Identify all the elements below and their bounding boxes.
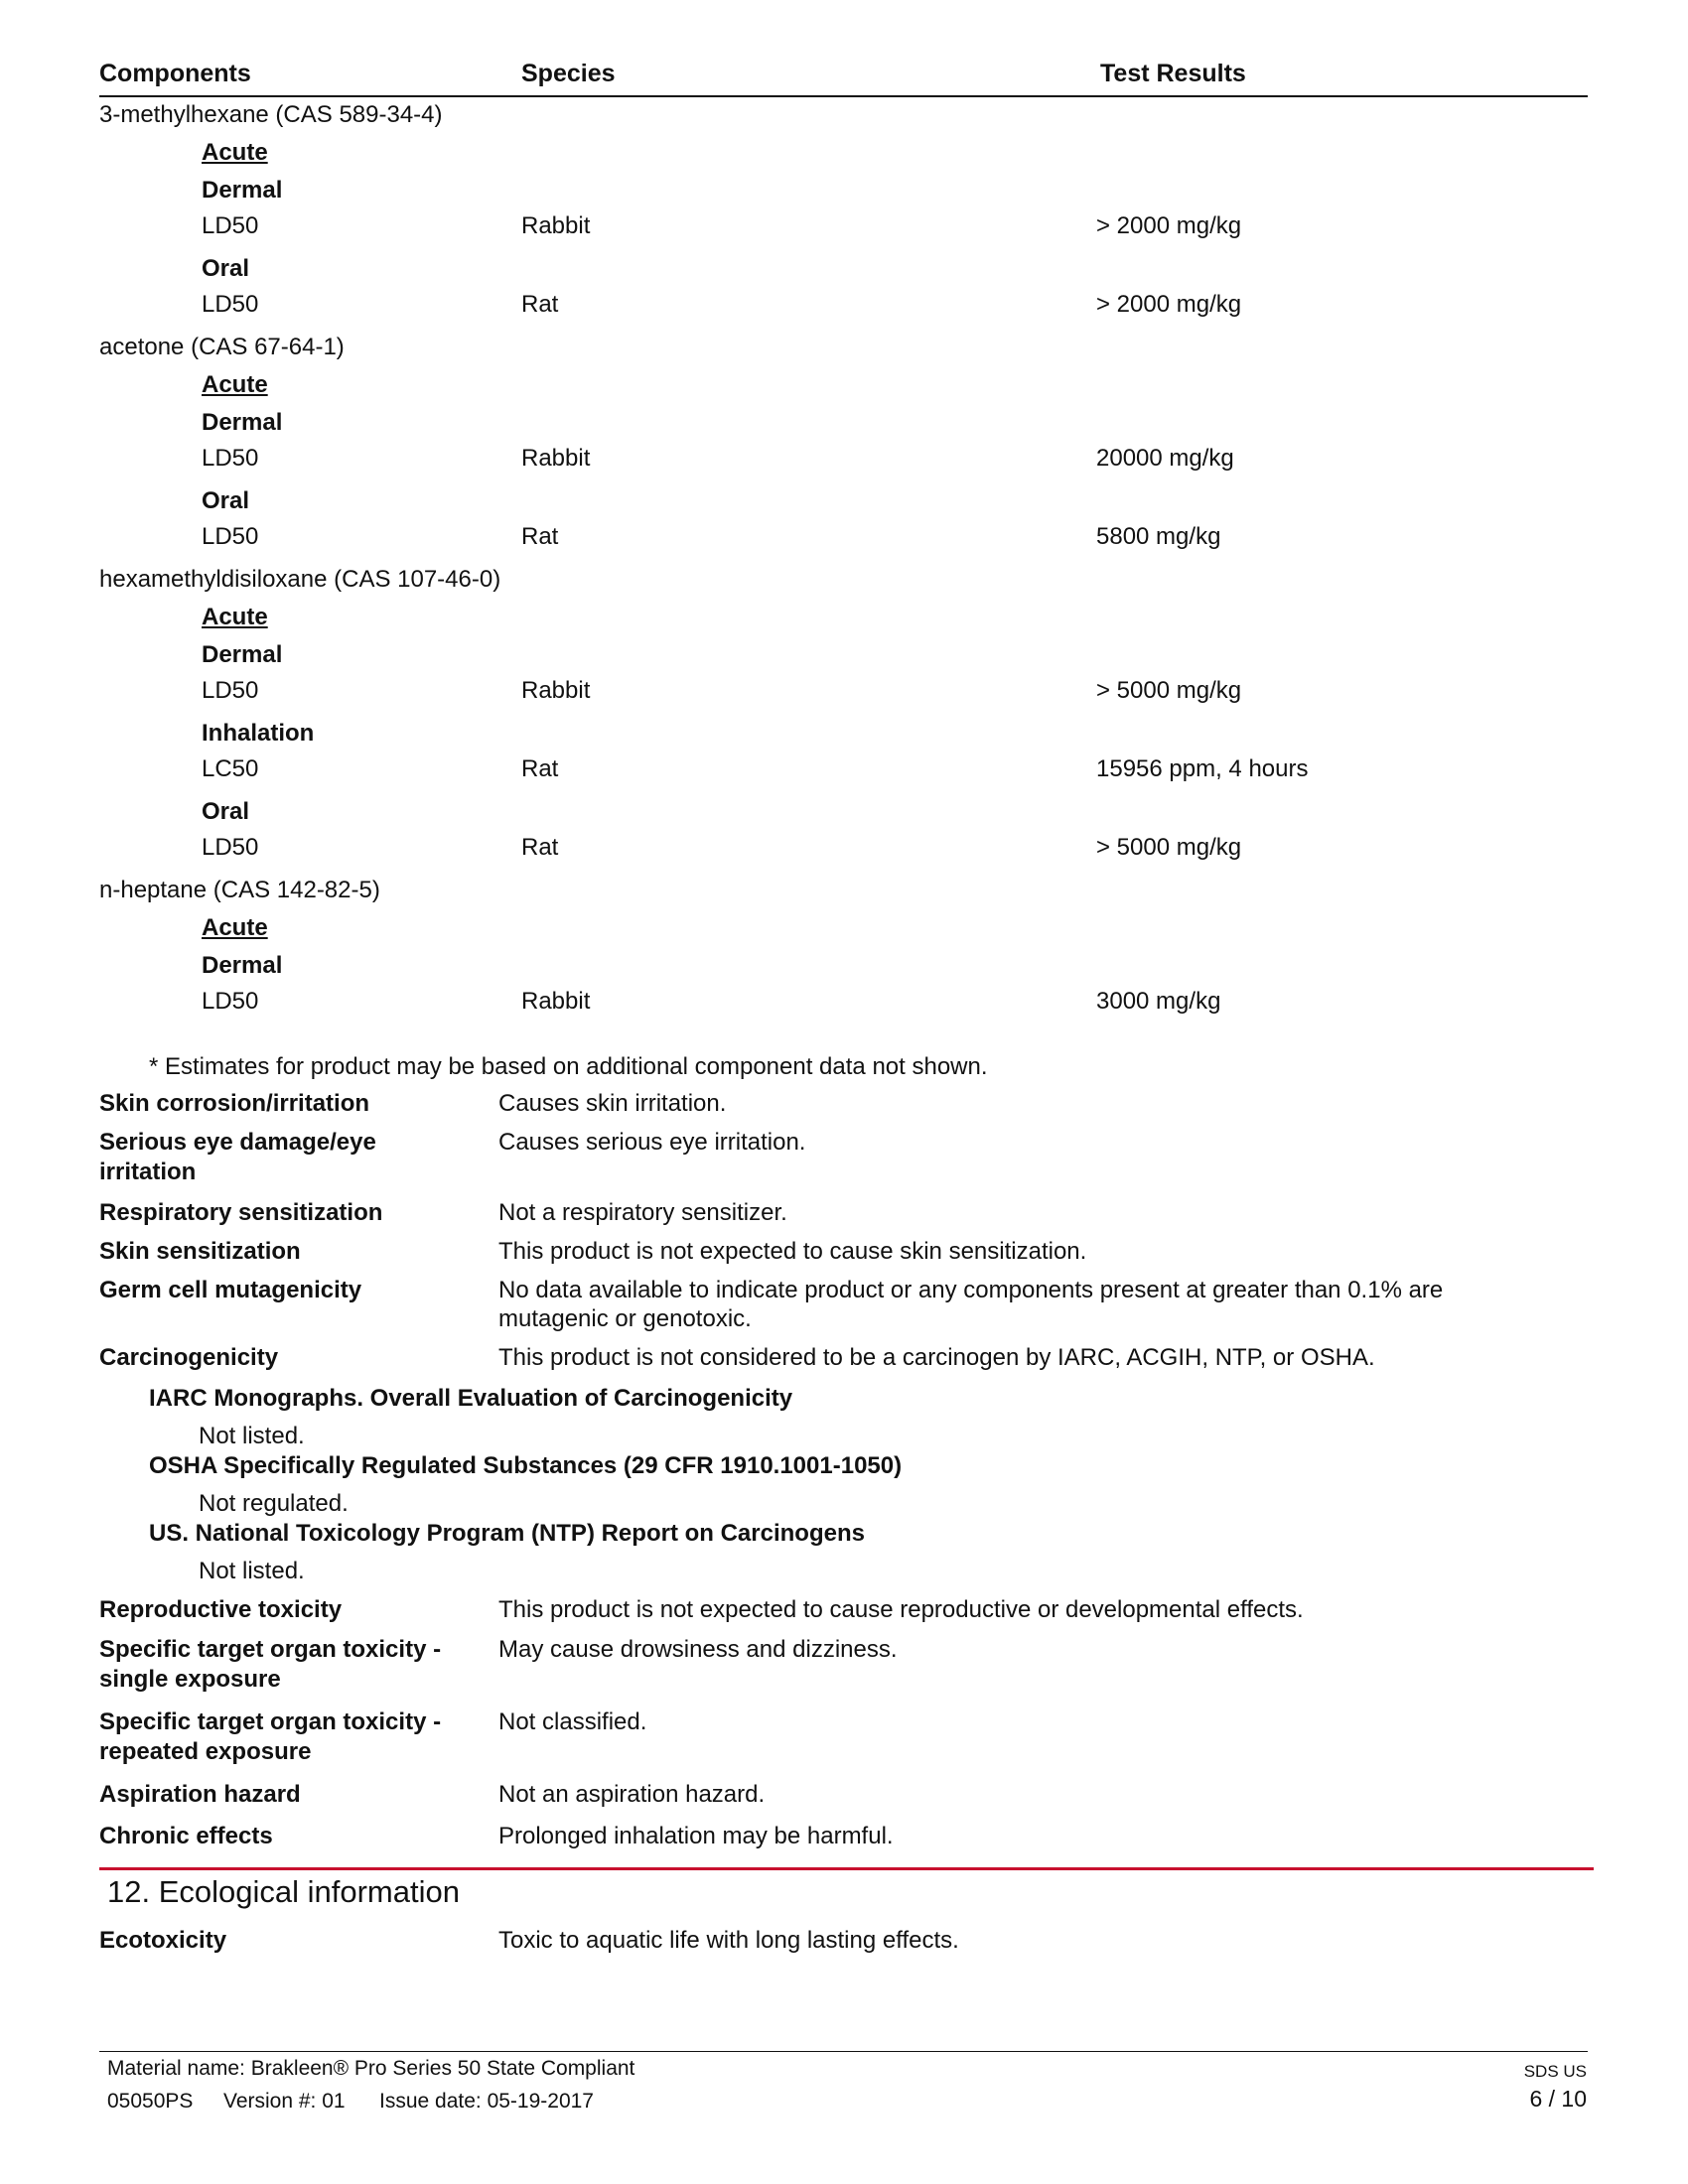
ecotoxicity-label: Ecotoxicity [99,1927,227,1954]
test-type: LD50 [202,445,259,472]
col-header-components: Components [99,60,251,87]
test-type: LD50 [202,523,259,550]
route-label: Dermal [202,409,283,436]
route-label: Dermal [202,177,283,204]
iarc-value: Not listed. [199,1423,305,1449]
component-name: 3-methylhexane (CAS 589-34-4) [99,101,443,128]
category-label: Acute [202,604,268,630]
prop-label-carcinogenicity: Carcinogenicity [99,1344,279,1371]
prop-label-skin-corrosion: Skin corrosion/irritation [99,1090,370,1117]
test-result: > 2000 mg/kg [1096,212,1242,239]
test-type: LD50 [202,291,259,318]
footer-product-code: 05050PS [107,2090,194,2113]
footer-divider [99,2051,1588,2052]
prop-label-eye-damage: Serious eye damage/eye irritation [99,1129,376,1185]
prop-label-aspiration: Aspiration hazard [99,1781,301,1808]
route-label: Oral [202,798,250,825]
category-label: Acute [202,914,268,941]
route-label: Oral [202,255,250,282]
prop-label-resp-sens: Respiratory sensitization [99,1199,383,1226]
col-header-species: Species [521,60,616,87]
ecotoxicity-value: Toxic to aquatic life with long lasting effects. [498,1927,959,1954]
osha-title: OSHA Specifically Regulated Substances (29 CFR 1910.1001-1050) [149,1452,903,1479]
route-label: Dermal [202,952,283,979]
test-type: LD50 [202,988,259,1015]
component-name: acetone (CAS 67-64-1) [99,334,345,360]
prop-value-skin-sens: This product is not expected to cause skin sensitization. [498,1238,1087,1265]
prop-label-reproductive: Reproductive toxicity [99,1596,343,1623]
footer-version: Version #: 01 [223,2090,346,2113]
test-result: > 5000 mg/kg [1096,677,1242,704]
ntp-value: Not listed. [199,1558,305,1584]
prop-value-skin-corrosion: Causes skin irritation. [498,1090,727,1117]
component-name: hexamethyldisiloxane (CAS 107-46-0) [99,566,501,593]
prop-value-eye-damage: Causes serious eye irritation. [498,1129,806,1156]
section-divider [99,1867,1594,1870]
test-result: > 2000 mg/kg [1096,291,1242,318]
species-value: Rat [521,834,559,861]
test-result: 15956 ppm, 4 hours [1096,755,1309,782]
osha-value: Not regulated. [199,1490,349,1517]
prop-value-aspiration: Not an aspiration hazard. [498,1781,766,1808]
header-divider [99,95,1588,97]
route-label: Inhalation [202,720,315,747]
col-header-test-results: Test Results [1100,60,1246,87]
test-result: 20000 mg/kg [1096,445,1234,472]
prop-value-germ-cell: No data available to indicate product or any components present at greater than 0.1% are mutagenic or genotoxic. [498,1277,1444,1332]
footer-material-name: Material name: Brakleen® Pro Series 50 State Compliant [107,2057,635,2080]
prop-label-stot-repeated: Specific target organ toxicity - repeated exposure [99,1708,442,1765]
route-label: Oral [202,487,250,514]
prop-value-resp-sens: Not a respiratory sensitizer. [498,1199,787,1226]
test-type: LD50 [202,212,259,239]
species-value: Rabbit [521,677,591,704]
footer-issue-date: Issue date: 05-19-2017 [379,2090,594,2113]
prop-value-chronic: Prolonged inhalation may be harmful. [498,1823,894,1849]
iarc-title: IARC Monographs. Overall Evaluation of Carcinogenicity [149,1385,793,1412]
footer-sds-label: SDS US [1523,2062,1587,2081]
species-value: Rat [521,523,559,550]
prop-label-skin-sens: Skin sensitization [99,1238,301,1265]
prop-label-germ-cell: Germ cell mutagenicity [99,1277,362,1303]
estimates-note: * Estimates for product may be based on additional component data not shown. [149,1053,988,1080]
species-value: Rat [521,291,559,318]
test-result: 5800 mg/kg [1096,523,1221,550]
category-label: Acute [202,139,268,166]
section-title: 12. Ecological information [107,1874,460,1909]
test-result: 3000 mg/kg [1096,988,1221,1015]
test-type: LC50 [202,755,259,782]
prop-value-reproductive: This product is not expected to cause reproductive or developmental effects. [498,1596,1304,1623]
test-type: LD50 [202,834,259,861]
footer-page-number: 6 / 10 [1529,2086,1587,2112]
ntp-title: US. National Toxicology Program (NTP) Report on Carcinogens [149,1520,865,1547]
prop-value-stot-repeated: Not classified. [498,1708,647,1735]
test-type: LD50 [202,677,259,704]
prop-label-chronic: Chronic effects [99,1823,273,1849]
species-value: Rat [521,755,559,782]
component-name: n-heptane (CAS 142-82-5) [99,877,380,903]
species-value: Rabbit [521,445,591,472]
prop-value-stot-single: May cause drowsiness and dizziness. [498,1636,898,1663]
test-result: > 5000 mg/kg [1096,834,1242,861]
prop-label-stot-single: Specific target organ toxicity - single exposure [99,1636,442,1693]
category-label: Acute [202,371,268,398]
prop-value-carcinogenicity: This product is not considered to be a carcinogen by IARC, ACGIH, NTP, or OSHA. [498,1344,1375,1371]
route-label: Dermal [202,641,283,668]
species-value: Rabbit [521,988,591,1015]
species-value: Rabbit [521,212,591,239]
